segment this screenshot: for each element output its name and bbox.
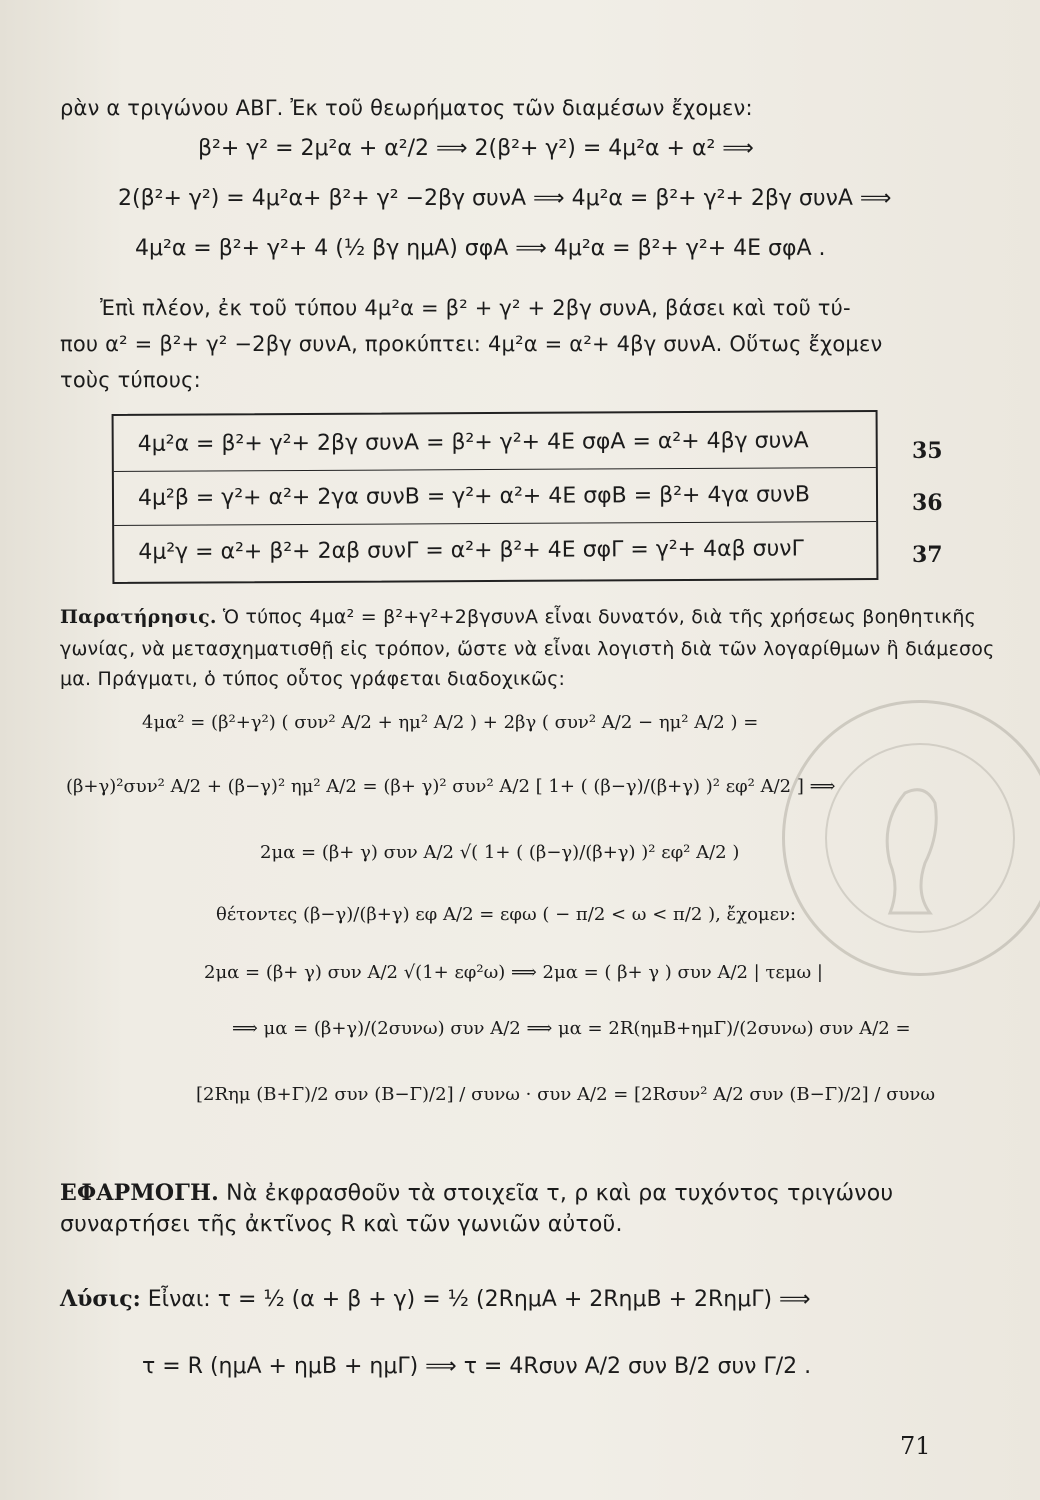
equation-line: 4μ²α = β²+ γ²+ 4 (½ βγ ημΑ) σφΑ ⟹ 4μ²α = β²+ γ²+ 4Ε σφΑ . [135, 236, 826, 261]
equation-line: ⟹ μα = (β+γ)/(2συνω) συν Α/2 ⟹ μα = 2R(ημΒ+ημΓ)/(2συνω) συν Α/2 = [232, 1018, 911, 1039]
solution-line [60, 1286, 811, 1312]
equation-line: 2(β²+ γ²) = 4μ²α+ β²+ γ² −2βγ συνΑ ⟹ 4μ²α = β²+ γ²+ 2βγ συνΑ ⟹ [118, 186, 892, 211]
equation-number: 35 [912, 438, 943, 464]
text-line: ρὰν α τριγώνου ΑΒΓ. Ἐκ τοῦ θεωρήματος τῶν διαμέσων ἔχομεν: [60, 96, 753, 120]
equation-line: β²+ γ² = 2μ²α + α²/2 ⟹ 2(β²+ γ²) = 4μ²α + α² ⟹ [198, 136, 754, 161]
equation-number: 37 [912, 542, 943, 568]
application-line: συναρτήσει τῆς ἀκτῖνος R καὶ τῶν γωνιῶν αὐτοῦ. [60, 1212, 623, 1237]
solution-text: Εἶναι: τ = ½ (α + β + γ) = ½ (2RημΑ + 2RημΒ + 2RημΓ) ⟹ [147, 1287, 811, 1312]
remark-line: γωνίας, νὰ μετασχηματισθῇ εἰς τρόπον, ὥστε νὰ εἶναι λογιστὴ διὰ τῶν λογαρίθμων ἢ διάμεσος [60, 638, 995, 660]
equation-line: (β+γ)²συν² Α/2 + (β−γ)² ημ² Α/2 = (β+ γ)² συν² Α/2 [ 1+ ( (β−γ)/(β+γ) )² εφ² Α/2 ] ⟹ [66, 776, 836, 797]
application-text: Νὰ ἐκφρασθοῦν τὰ στοιχεῖα τ, ρ καὶ ρα τυχόντος τριγώνου [226, 1181, 894, 1206]
application-line [60, 1180, 893, 1206]
remark-line [60, 606, 976, 628]
equation-number: 36 [912, 490, 943, 516]
solution-line: τ = R (ημΑ + ημΒ + ημΓ) ⟹ τ = 4Rσυν Α/2 συν Β/2 συν Γ/2 . [142, 1354, 812, 1379]
equation-line: 4μα² = (β²+γ²) ( συν² Α/2 + ημ² Α/2 ) + 2βγ ( συν² Α/2 − ημ² Α/2 ) = [142, 712, 759, 733]
formula-35: 4μ²α = β²+ γ²+ 2βγ συνΑ = β²+ γ²+ 4Ε σφΑ = α²+ 4βγ συνΑ [114, 414, 876, 472]
equation-line: 2μα = (β+ γ) συν Α/2 √( 1+ ( (β−γ)/(β+γ) )² εφ² Α/2 ) [260, 842, 740, 863]
remark-text: Ὁ τύπος 4μα² = β²+γ²+2βγσυνΑ εἶναι δυνατόν, διὰ τῆς χρήσεως βοηθητικῆς [222, 606, 976, 628]
remark-line: μα. Πράγματι, ὁ τύπος οὗτος γράφεται διαδοχικῶς: [60, 668, 566, 690]
page-number: 71 [900, 1432, 931, 1460]
formula-36: 4μ²β = γ²+ α²+ 2γα συνΒ = γ²+ α²+ 4Ε σφΒ = β²+ 4γα συνΒ [114, 468, 876, 526]
stamp-figure [785, 703, 1040, 973]
application-heading: ΕΦΑΡΜΟΓΗ. [60, 1180, 219, 1206]
text-line: που α² = β²+ γ² −2βγ συνΑ, προκύπτει: 4μ²α = α²+ 4βγ συνΑ. Οὕτως ἔχομεν [60, 332, 883, 356]
solution-heading: Λύσις: [60, 1286, 141, 1312]
equation-line: 2μα = (β+ γ) συν Α/2 √(1+ εφ²ω) ⟹ 2μα = ( β+ γ ) συν Α/2 | τεμω | [204, 962, 823, 983]
equation-line: [2Rημ (Β+Γ)/2 συν (Β−Γ)/2] / συνω · συν Α/2 = [2Rσυν² Α/2 συν (Β−Γ)/2] / συνω [196, 1084, 936, 1105]
library-stamp [782, 700, 1040, 976]
text-line: τοὺς τύπους: [60, 368, 201, 392]
equation-line: θέτοντες (β−γ)/(β+γ) εφ Α/2 = εφω ( − π/2 < ω < π/2 ), ἔχομεν: [216, 904, 796, 925]
remark-heading: Παρατήρησις. [60, 606, 217, 628]
formula-box [112, 410, 879, 584]
text-line: Ἐπὶ πλέον, ἐκ τοῦ τύπου 4μ²α = β² + γ² + 2βγ συνΑ, βάσει καὶ τοῦ τύ- [100, 296, 851, 320]
formula-37: 4μ²γ = α²+ β²+ 2αβ συνΓ = α²+ β²+ 4Ε σφΓ = γ²+ 4αβ συνΓ [138, 536, 804, 565]
